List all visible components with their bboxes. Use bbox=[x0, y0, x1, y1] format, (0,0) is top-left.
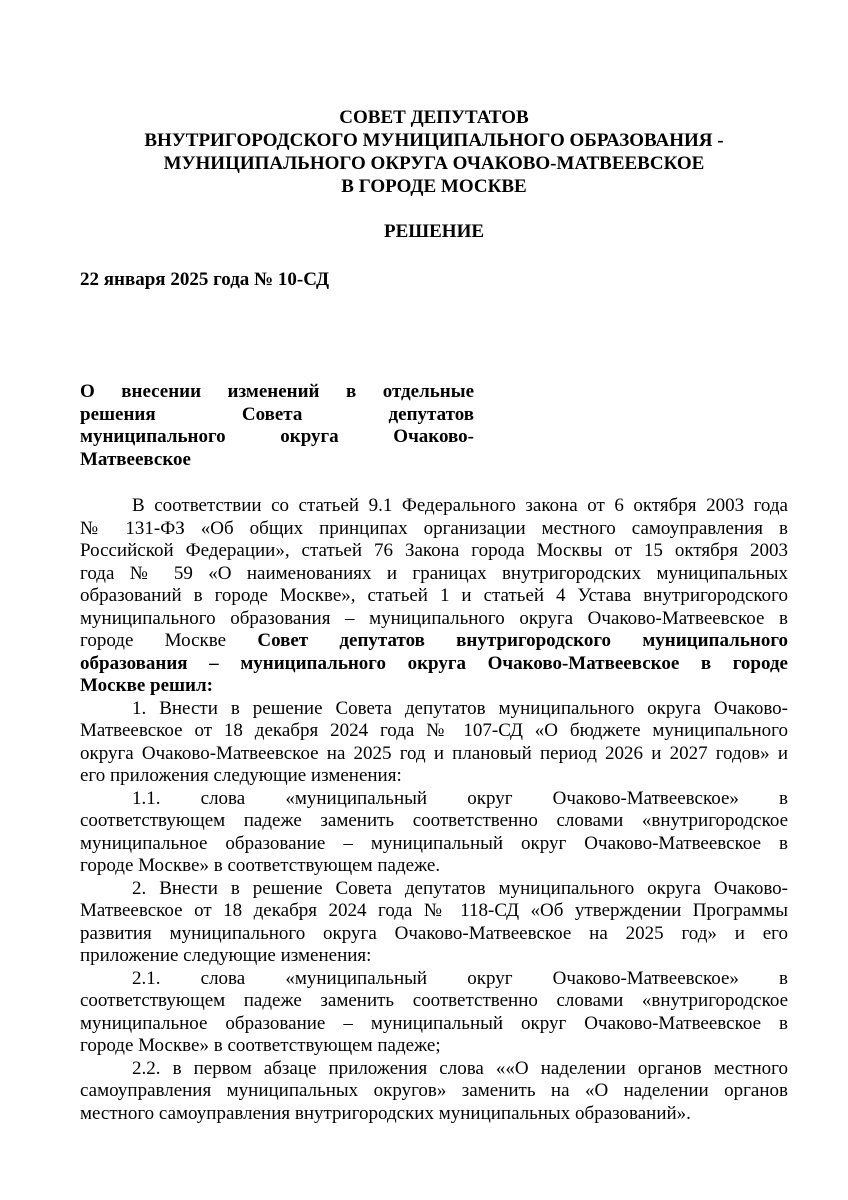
body-line: 2.2. в первом абзаце приложения слова ««О наделении органов местного bbox=[132, 1057, 788, 1079]
body-line: муниципальное образование – муниципальный округ Очаково-Матвеевское в bbox=[80, 1012, 788, 1034]
decision-subject bbox=[80, 381, 474, 471]
decision-title: РЕШЕНИЕ bbox=[383, 221, 485, 242]
body-line: 1.1. слова «муниципальный округ Очаково-Матвеевское» в bbox=[132, 787, 788, 809]
subject-line: решения Совета депутатов bbox=[80, 403, 474, 425]
body-line bbox=[80, 675, 788, 698]
body-line: образований в городе Москве», статьей 1 и статьей 4 Устава внутригородского bbox=[80, 585, 788, 606]
header-line: В ГОРОДЕ МОСКВЕ bbox=[341, 176, 527, 197]
body-line: городе Москве» в соответствующем падеже; bbox=[80, 1035, 441, 1056]
header-line: ВНУТРИГОРОДСКОГО МУНИЦИПАЛЬНОГО ОБРАЗОВАНИЯ - bbox=[144, 130, 724, 151]
body-line bbox=[80, 653, 788, 676]
subject-line: О внесении изменений в отдельные bbox=[80, 381, 474, 402]
decision-date-number: 22 января 2025 года № 10-СД bbox=[80, 269, 330, 290]
body-line: самоуправления муниципальных округов» заменить на «О наделении органов bbox=[80, 1080, 788, 1101]
subject-line: муниципального округа Очаково- bbox=[80, 426, 474, 447]
body-line: 2.1. слова «муниципальный округ Очаково-Матвеевское» в bbox=[132, 967, 788, 989]
header-line: МУНИЦИПАЛЬНОГО ОКРУГА ОЧАКОВО-МАТВЕЕВСКОЕ bbox=[163, 153, 705, 174]
body-line: 1. Внести в решение Совета депутатов муниципального округа Очаково- bbox=[132, 697, 788, 719]
body-line: Матвеевское от 18 декабря 2024 года № 107-СД «О бюджете муниципального bbox=[80, 720, 788, 741]
council-header bbox=[80, 106, 788, 198]
body-line: соответствующем падеже заменить соответственно словами «внутригородское bbox=[80, 810, 788, 831]
body-line: его приложения следующие изменения: bbox=[80, 765, 402, 786]
body-line: Российской Федерации», статьей 76 Закона города Москвы от 15 октября 2003 bbox=[80, 540, 788, 561]
subject-line: Матвеевское bbox=[80, 448, 191, 470]
decision-body bbox=[80, 495, 788, 1125]
body-line: местного самоуправления внутригородских муниципальных образований». bbox=[80, 1102, 691, 1124]
body-line: 2. Внести в решение Совета депутатов муниципального округа Очаково- bbox=[132, 877, 788, 899]
body-line: округа Очаково-Матвеевское на 2025 год и плановый период 2026 и 2027 годов» и bbox=[80, 742, 788, 764]
resolution-bold-run: Москве решил: bbox=[80, 675, 213, 696]
body-line: № 131-ФЗ «Об общих принципах организации местного самоуправления в bbox=[80, 517, 788, 539]
body-line: муниципального образования – муниципального округа Очаково-Матвеевское в bbox=[80, 607, 788, 629]
body-line: приложение следующие изменения: bbox=[80, 945, 372, 966]
body-text-run: городе Москве bbox=[80, 630, 258, 651]
body-line: городе Москве» в соответствующем падеже. bbox=[80, 855, 441, 876]
body-line: соответствующем падеже заменить соответственно словами «внутригородское bbox=[80, 990, 788, 1011]
body-line: года № 59 «О наименованиях и границах внутригородских муниципальных bbox=[80, 562, 788, 584]
body-line: развития муниципального округа Очаково-Матвеевское на 2025 год» и его bbox=[80, 922, 788, 944]
body-line: муниципальное образование – муниципальный округ Очаково-Матвеевское в bbox=[80, 832, 788, 854]
body-line: В соответствии со статьей 9.1 Федерального закона от 6 октября 2003 года bbox=[132, 495, 788, 516]
body-line: Матвеевское от 18 декабря 2024 года № 118-СД «Об утверждении Программы bbox=[80, 900, 788, 921]
resolution-bold-run: образования – муниципального округа Очаково-Матвеевское в городе bbox=[80, 652, 788, 674]
body-line bbox=[80, 630, 788, 653]
resolution-bold-run: Совет депутатов внутригородского муниципального bbox=[257, 630, 788, 651]
header-line: СОВЕТ ДЕПУТАТОВ bbox=[339, 107, 529, 128]
